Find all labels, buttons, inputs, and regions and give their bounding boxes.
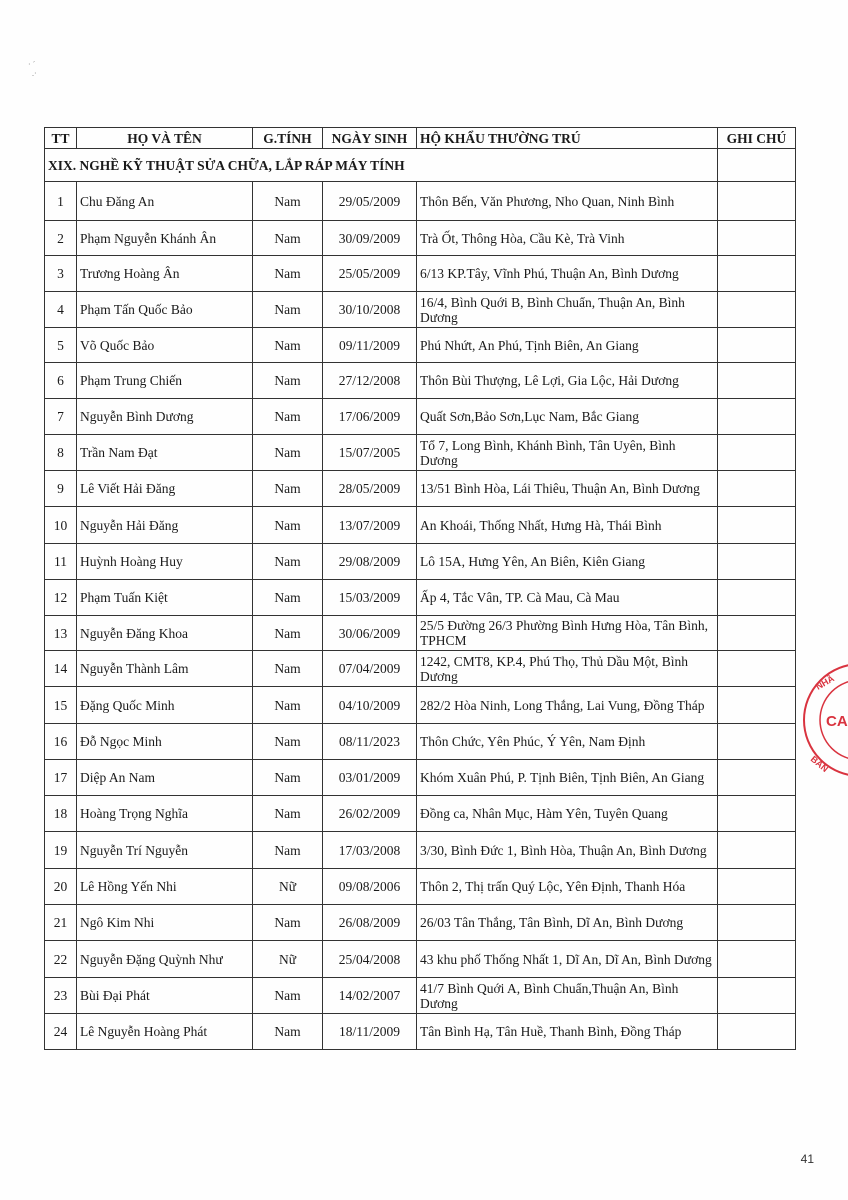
address-cell: 25/5 Đường 26/3 Phường Bình Hưng Hòa, Tân Bình, TPHCM xyxy=(417,616,718,651)
table-row xyxy=(45,760,796,796)
student-name: Đặng Quốc Minh xyxy=(77,687,253,724)
note-cell xyxy=(718,435,796,471)
row-index: 10 xyxy=(45,507,77,544)
table-row xyxy=(45,435,796,471)
student-name: Phạm Tấn Quốc Bảo xyxy=(77,292,253,328)
student-name: Trương Hoàng Ân xyxy=(77,256,253,292)
table-row xyxy=(45,796,796,832)
table-row xyxy=(45,978,796,1014)
row-index: 9 xyxy=(45,471,77,507)
dob-cell: 30/10/2008 xyxy=(323,292,417,328)
svg-text:BAN: BAN xyxy=(808,753,831,775)
table-row xyxy=(45,328,796,363)
dob-cell: 27/12/2008 xyxy=(323,363,417,399)
note-cell xyxy=(718,796,796,832)
dob-cell: 30/09/2009 xyxy=(323,221,417,256)
note-cell xyxy=(718,869,796,905)
table-row xyxy=(45,1014,796,1050)
student-name: Lê Viết Hải Đăng xyxy=(77,471,253,507)
gender-cell: Nam xyxy=(253,471,323,507)
note-cell xyxy=(718,471,796,507)
table-row xyxy=(45,507,796,544)
note-cell xyxy=(718,760,796,796)
dob-cell: 07/04/2009 xyxy=(323,651,417,687)
table-row xyxy=(45,905,796,941)
student-name: Phạm Nguyễn Khánh Ân xyxy=(77,221,253,256)
table-row xyxy=(45,221,796,256)
address-cell: Tân Bình Hạ, Tân Huề, Thanh Bình, Đồng Tháp xyxy=(417,1014,718,1050)
note-cell xyxy=(718,580,796,616)
table-row xyxy=(45,182,796,221)
student-list-table xyxy=(44,127,796,1050)
row-index: 16 xyxy=(45,724,77,760)
address-cell: 16/4, Bình Quới B, Bình Chuẩn, Thuận An, Bình Dương xyxy=(417,292,718,328)
svg-text:NHÂ: NHÂ xyxy=(814,673,836,692)
student-name: Nguyễn Hải Đăng xyxy=(77,507,253,544)
table-row xyxy=(45,616,796,651)
address-cell: Trà Ốt, Thông Hòa, Cầu Kè, Trà Vinh xyxy=(417,221,718,256)
gender-cell: Nam xyxy=(253,616,323,651)
dob-cell: 28/05/2009 xyxy=(323,471,417,507)
dob-cell: 17/03/2008 xyxy=(323,832,417,869)
note-cell xyxy=(718,363,796,399)
dob-cell: 13/07/2009 xyxy=(323,507,417,544)
address-cell: Ấp 4, Tắc Vân, TP. Cà Mau, Cà Mau xyxy=(417,580,718,616)
dob-cell: 26/02/2009 xyxy=(323,796,417,832)
header-dob: NGÀY SINH xyxy=(323,128,417,149)
dob-cell: 17/06/2009 xyxy=(323,399,417,435)
row-index: 24 xyxy=(45,1014,77,1050)
address-cell: Quất Sơn,Bảo Sơn,Lục Nam, Bắc Giang xyxy=(417,399,718,435)
gender-cell: Nam xyxy=(253,724,323,760)
table-row xyxy=(45,941,796,978)
gender-cell: Nam xyxy=(253,796,323,832)
row-index: 13 xyxy=(45,616,77,651)
dob-cell: 30/06/2009 xyxy=(323,616,417,651)
gender-cell: Nam xyxy=(253,1014,323,1050)
row-index: 23 xyxy=(45,978,77,1014)
dob-cell: 25/04/2008 xyxy=(323,941,417,978)
gender-cell: Nam xyxy=(253,328,323,363)
header-gender: G.TÍNH xyxy=(253,128,323,149)
dob-cell: 15/07/2005 xyxy=(323,435,417,471)
student-name: Nguyễn Trí Nguyễn xyxy=(77,832,253,869)
row-index: 2 xyxy=(45,221,77,256)
note-cell xyxy=(718,328,796,363)
note-cell xyxy=(718,905,796,941)
scan-specks: · ´ .· xyxy=(28,60,37,78)
row-index: 15 xyxy=(45,687,77,724)
section-row xyxy=(45,149,796,182)
table-row xyxy=(45,832,796,869)
gender-cell: Nam xyxy=(253,760,323,796)
address-cell: 3/30, Bình Đức 1, Bình Hòa, Thuận An, Bình Dương xyxy=(417,832,718,869)
dob-cell: 18/11/2009 xyxy=(323,1014,417,1050)
note-cell xyxy=(718,724,796,760)
table-row xyxy=(45,256,796,292)
student-name: Huỳnh Hoàng Huy xyxy=(77,544,253,580)
student-name: Hoàng Trọng Nghĩa xyxy=(77,796,253,832)
address-cell: An Khoái, Thống Nhất, Hưng Hà, Thái Bình xyxy=(417,507,718,544)
table-row xyxy=(45,363,796,399)
table-row xyxy=(45,724,796,760)
student-name: Phạm Trung Chiến xyxy=(77,363,253,399)
address-cell: Tổ 7, Long Bình, Khánh Bình, Tân Uyên, Bình Dương xyxy=(417,435,718,471)
gender-cell: Nam xyxy=(253,651,323,687)
row-index: 11 xyxy=(45,544,77,580)
table-row xyxy=(45,544,796,580)
header-address: HỘ KHẨU THƯỜNG TRÚ xyxy=(417,128,718,149)
student-name: Lê Nguyễn Hoàng Phát xyxy=(77,1014,253,1050)
gender-cell: Nam xyxy=(253,507,323,544)
address-cell: Thôn Bến, Văn Phương, Nho Quan, Ninh Bình xyxy=(417,182,718,221)
student-name: Diệp An Nam xyxy=(77,760,253,796)
gender-cell: Nữ xyxy=(253,869,323,905)
gender-cell: Nam xyxy=(253,435,323,471)
table-row xyxy=(45,399,796,435)
dob-cell: 15/03/2009 xyxy=(323,580,417,616)
address-cell: 282/2 Hòa Ninh, Long Thắng, Lai Vung, Đồng Tháp xyxy=(417,687,718,724)
student-name: Nguyễn Thành Lâm xyxy=(77,651,253,687)
student-name: Phạm Tuấn Kiệt xyxy=(77,580,253,616)
note-cell xyxy=(718,832,796,869)
address-cell: 26/03 Tân Thắng, Tân Bình, Dĩ An, Bình Dương xyxy=(417,905,718,941)
table-row xyxy=(45,651,796,687)
dob-cell: 25/05/2009 xyxy=(323,256,417,292)
row-index: 22 xyxy=(45,941,77,978)
gender-cell: Nữ xyxy=(253,941,323,978)
gender-cell: Nam xyxy=(253,978,323,1014)
address-cell: 41/7 Bình Quới A, Bình Chuẩn,Thuận An, Bình Dương xyxy=(417,978,718,1014)
address-cell: Khóm Xuân Phú, P. Tịnh Biên, Tịnh Biên, An Giang xyxy=(417,760,718,796)
row-index: 17 xyxy=(45,760,77,796)
address-cell: Thôn Chức, Yên Phúc, Ý Yên, Nam Định xyxy=(417,724,718,760)
row-index: 7 xyxy=(45,399,77,435)
gender-cell: Nam xyxy=(253,580,323,616)
note-cell xyxy=(718,507,796,544)
row-index: 4 xyxy=(45,292,77,328)
gender-cell: Nam xyxy=(253,182,323,221)
dob-cell: 29/05/2009 xyxy=(323,182,417,221)
table-row xyxy=(45,687,796,724)
note-cell xyxy=(718,651,796,687)
dob-cell: 09/08/2006 xyxy=(323,869,417,905)
gender-cell: Nam xyxy=(253,363,323,399)
table-row xyxy=(45,292,796,328)
note-cell xyxy=(718,616,796,651)
section-title: XIX. NGHỀ KỸ THUẬT SỬA CHỮA, LẮP RÁP MÁY TÍNH xyxy=(45,149,718,182)
note-cell xyxy=(718,221,796,256)
address-cell: 6/13 KP.Tây, Vĩnh Phú, Thuận An, Bình Dương xyxy=(417,256,718,292)
dob-cell: 03/01/2009 xyxy=(323,760,417,796)
table-row xyxy=(45,869,796,905)
note-cell xyxy=(718,182,796,221)
row-index: 20 xyxy=(45,869,77,905)
note-cell xyxy=(718,399,796,435)
gender-cell: Nam xyxy=(253,905,323,941)
table-row xyxy=(45,471,796,507)
table-row xyxy=(45,580,796,616)
row-index: 19 xyxy=(45,832,77,869)
page-number: 41 xyxy=(800,1152,814,1166)
gender-cell: Nam xyxy=(253,399,323,435)
header-tt: TT xyxy=(45,128,77,149)
address-cell: 13/51 Bình Hòa, Lái Thiêu, Thuận An, Bình Dương xyxy=(417,471,718,507)
row-index: 3 xyxy=(45,256,77,292)
student-name: Nguyễn Bình Dương xyxy=(77,399,253,435)
note-cell xyxy=(718,978,796,1014)
gender-cell: Nam xyxy=(253,221,323,256)
row-index: 5 xyxy=(45,328,77,363)
svg-text:CA: CA xyxy=(826,713,848,730)
note-cell xyxy=(718,687,796,724)
address-cell: Thôn 2, Thị trấn Quý Lộc, Yên Định, Thanh Hóa xyxy=(417,869,718,905)
address-cell: Phú Nhứt, An Phú, Tịnh Biên, An Giang xyxy=(417,328,718,363)
note-cell xyxy=(718,1014,796,1050)
row-index: 8 xyxy=(45,435,77,471)
dob-cell: 14/02/2007 xyxy=(323,978,417,1014)
student-name: Chu Đăng An xyxy=(77,182,253,221)
student-name: Bùi Đại Phát xyxy=(77,978,253,1014)
row-index: 14 xyxy=(45,651,77,687)
student-name: Đỗ Ngọc Minh xyxy=(77,724,253,760)
address-cell: Thôn Bùi Thượng, Lê Lợi, Gia Lộc, Hải Dương xyxy=(417,363,718,399)
student-name: Võ Quốc Bảo xyxy=(77,328,253,363)
note-cell xyxy=(718,941,796,978)
note-cell xyxy=(718,292,796,328)
address-cell: Lô 15A, Hưng Yên, An Biên, Kiên Giang xyxy=(417,544,718,580)
header-note: GHI CHÚ xyxy=(718,128,796,149)
gender-cell: Nam xyxy=(253,292,323,328)
dob-cell: 04/10/2009 xyxy=(323,687,417,724)
row-index: 12 xyxy=(45,580,77,616)
section-note-cell xyxy=(718,149,796,182)
address-cell: 1242, CMT8, KP.4, Phú Thọ, Thủ Dầu Một, Bình Dương xyxy=(417,651,718,687)
gender-cell: Nam xyxy=(253,544,323,580)
student-name: Trần Nam Đạt xyxy=(77,435,253,471)
gender-cell: Nam xyxy=(253,256,323,292)
red-seal-stamp xyxy=(800,660,848,785)
row-index: 6 xyxy=(45,363,77,399)
dob-cell: 08/11/2023 xyxy=(323,724,417,760)
dob-cell: 09/11/2009 xyxy=(323,328,417,363)
dob-cell: 29/08/2009 xyxy=(323,544,417,580)
gender-cell: Nam xyxy=(253,687,323,724)
student-name: Nguyễn Đặng Quỳnh Như xyxy=(77,941,253,978)
row-index: 1 xyxy=(45,182,77,221)
table-header-row xyxy=(45,128,796,149)
header-name: HỌ VÀ TÊN xyxy=(77,128,253,149)
student-name: Nguyễn Đăng Khoa xyxy=(77,616,253,651)
student-name: Ngô Kim Nhi xyxy=(77,905,253,941)
row-index: 21 xyxy=(45,905,77,941)
row-index: 18 xyxy=(45,796,77,832)
dob-cell: 26/08/2009 xyxy=(323,905,417,941)
note-cell xyxy=(718,544,796,580)
address-cell: 43 khu phố Thống Nhất 1, Dĩ An, Dĩ An, Bình Dương xyxy=(417,941,718,978)
gender-cell: Nam xyxy=(253,832,323,869)
student-name: Lê Hồng Yến Nhi xyxy=(77,869,253,905)
address-cell: Đồng ca, Nhân Mục, Hàm Yên, Tuyên Quang xyxy=(417,796,718,832)
note-cell xyxy=(718,256,796,292)
